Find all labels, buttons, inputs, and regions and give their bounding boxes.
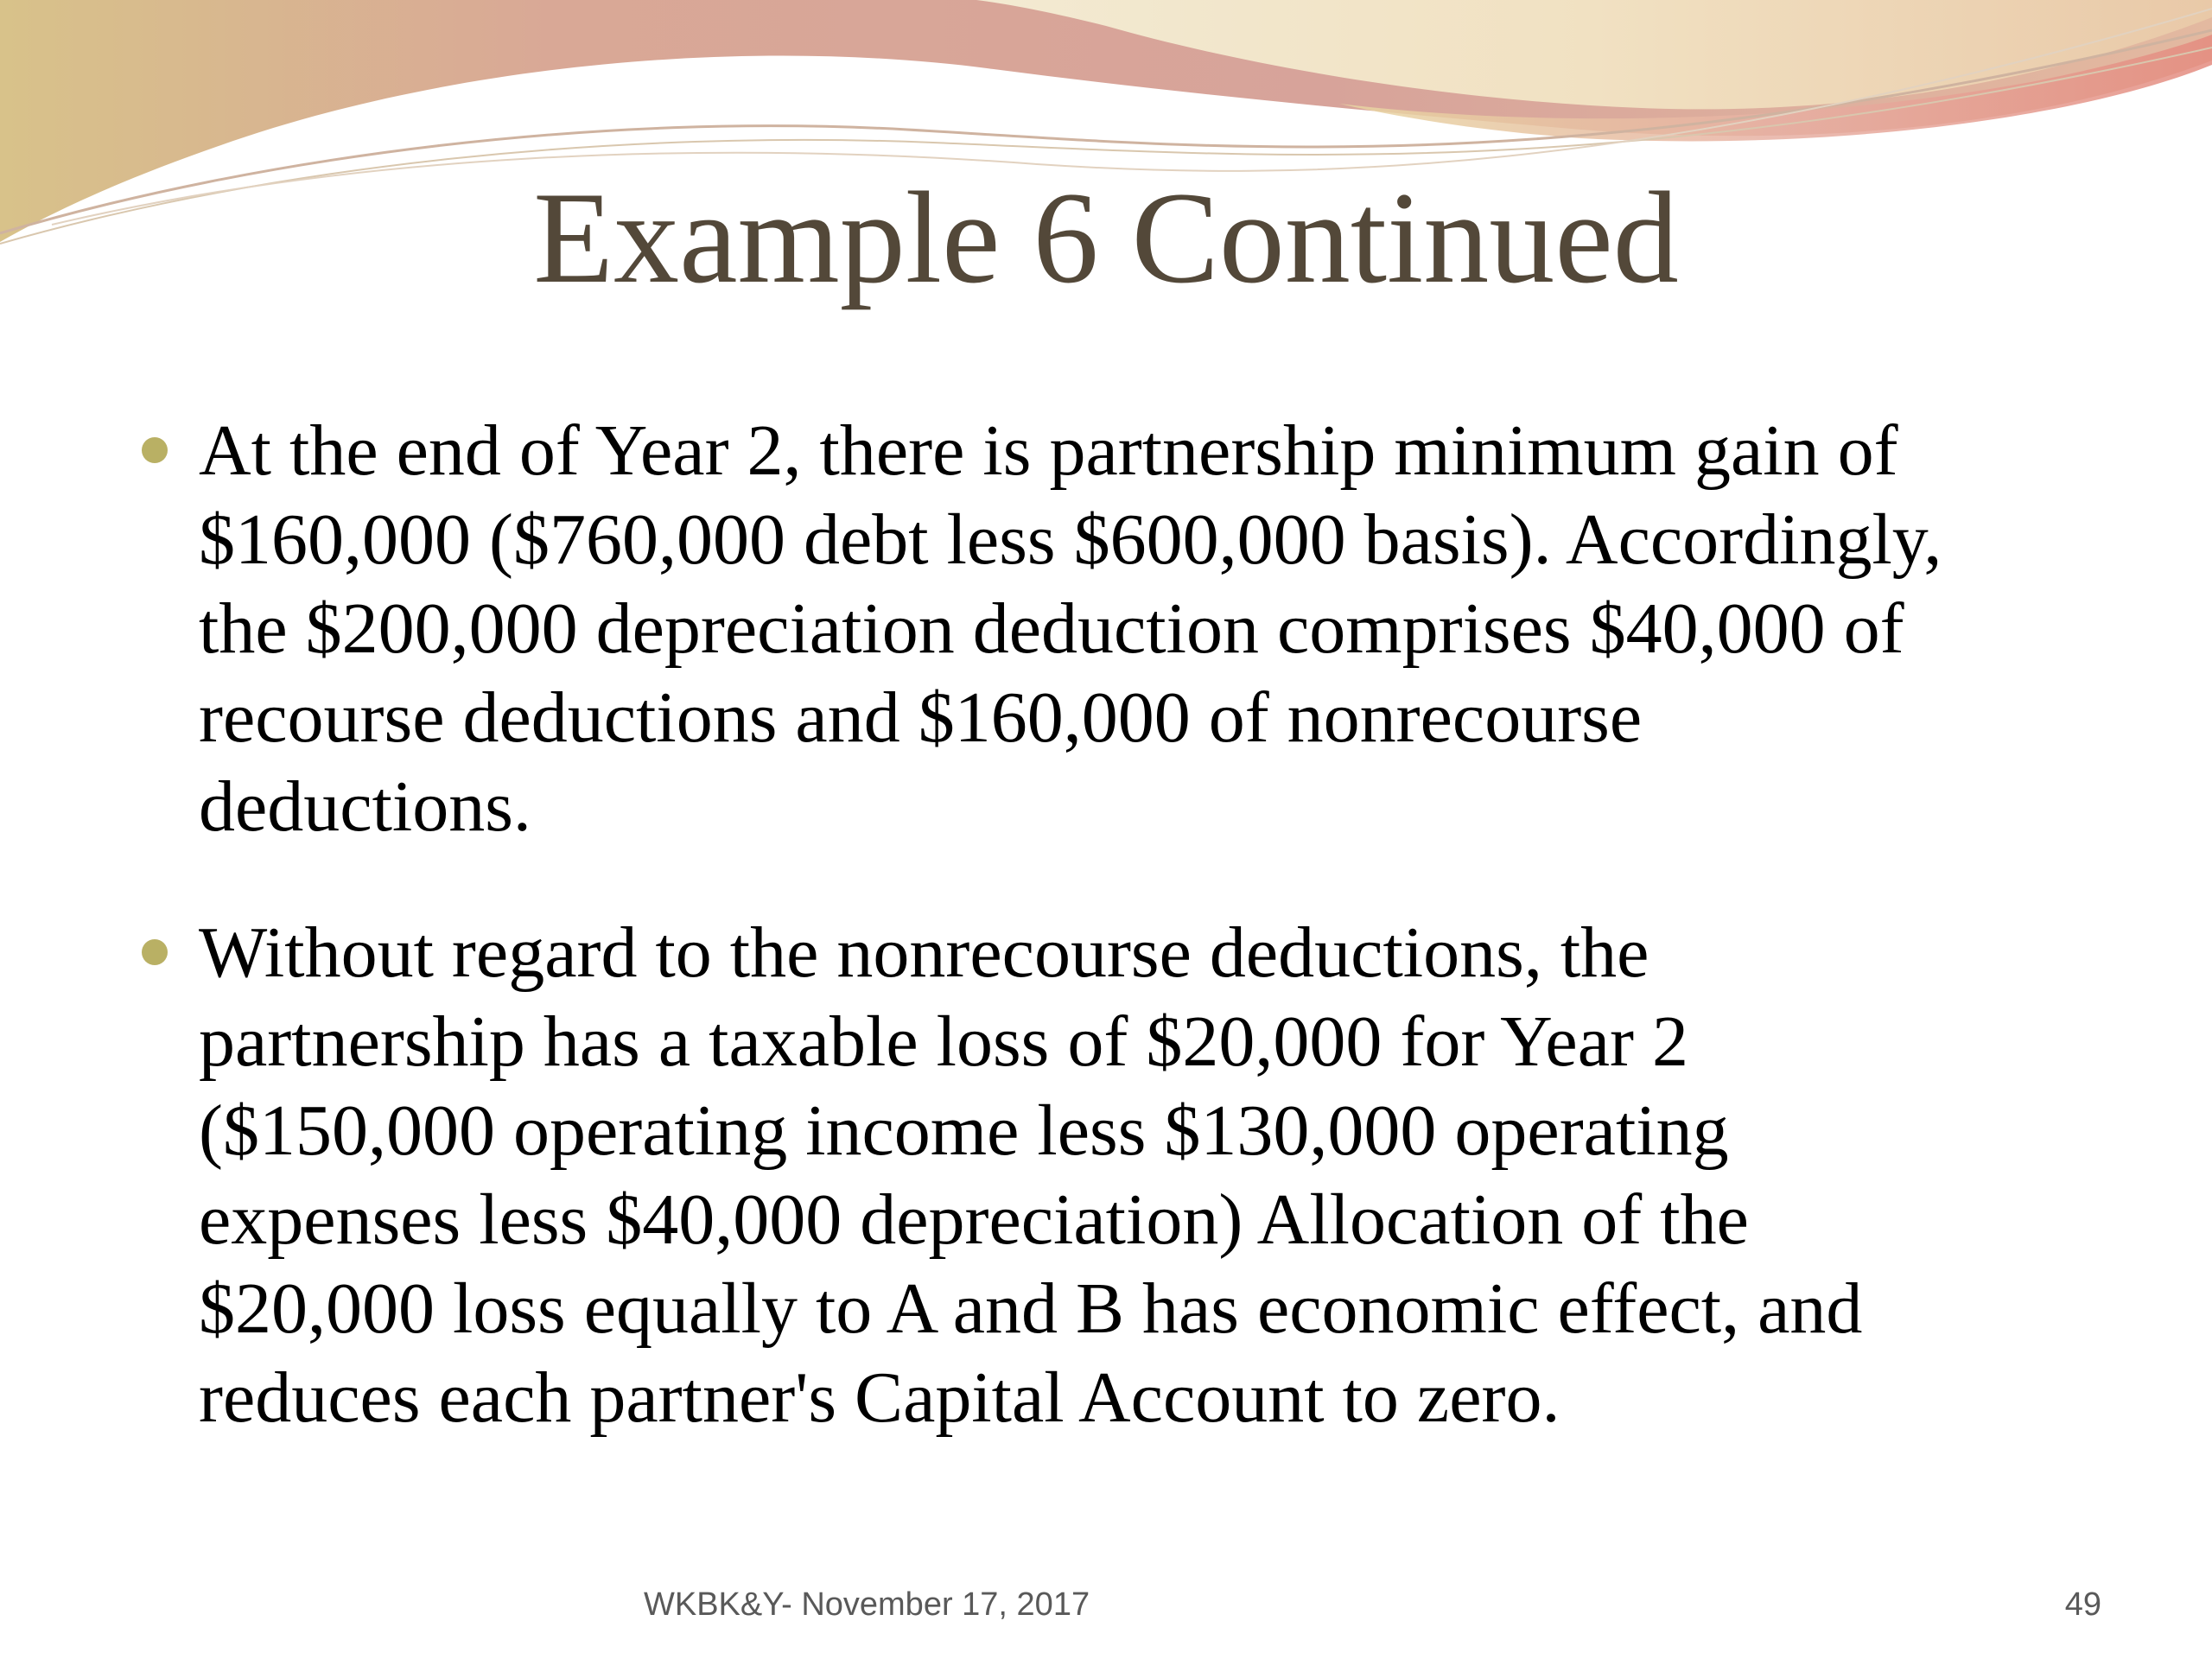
slide-footer: WKBK&Y- November 17, 2017	[644, 1586, 1090, 1623]
slide-number: 49	[2064, 1586, 2101, 1623]
bullet-list	[0, 406, 2212, 1442]
bullet-item	[0, 406, 2212, 851]
bullet-icon	[142, 437, 168, 463]
slide-title: Example 6 Continued	[533, 165, 1679, 310]
bullet-text: At the end of Year 2, there is partnership minimum gain of $160,000 ($760,000 debt less $600,000 basis). Accordingly, the $200,000 depreciation deduction comprises $40,000 of recourse deductions and $160,000 of nonrecourse deductions.	[199, 410, 1942, 847]
bullet-item	[0, 908, 2212, 1442]
bullet-text: Without regard to the nonrecourse deductions, the partnership has a taxable loss of $20,000 for Year 2 ($150,000 operating income less $130,000 operating expenses less $40,000 depreciation) Allocation of the $20,000 loss equally to A and B has economic effect, and reduces each partner's Capital Account to zero.	[199, 912, 1863, 1438]
bullet-icon	[142, 939, 168, 965]
